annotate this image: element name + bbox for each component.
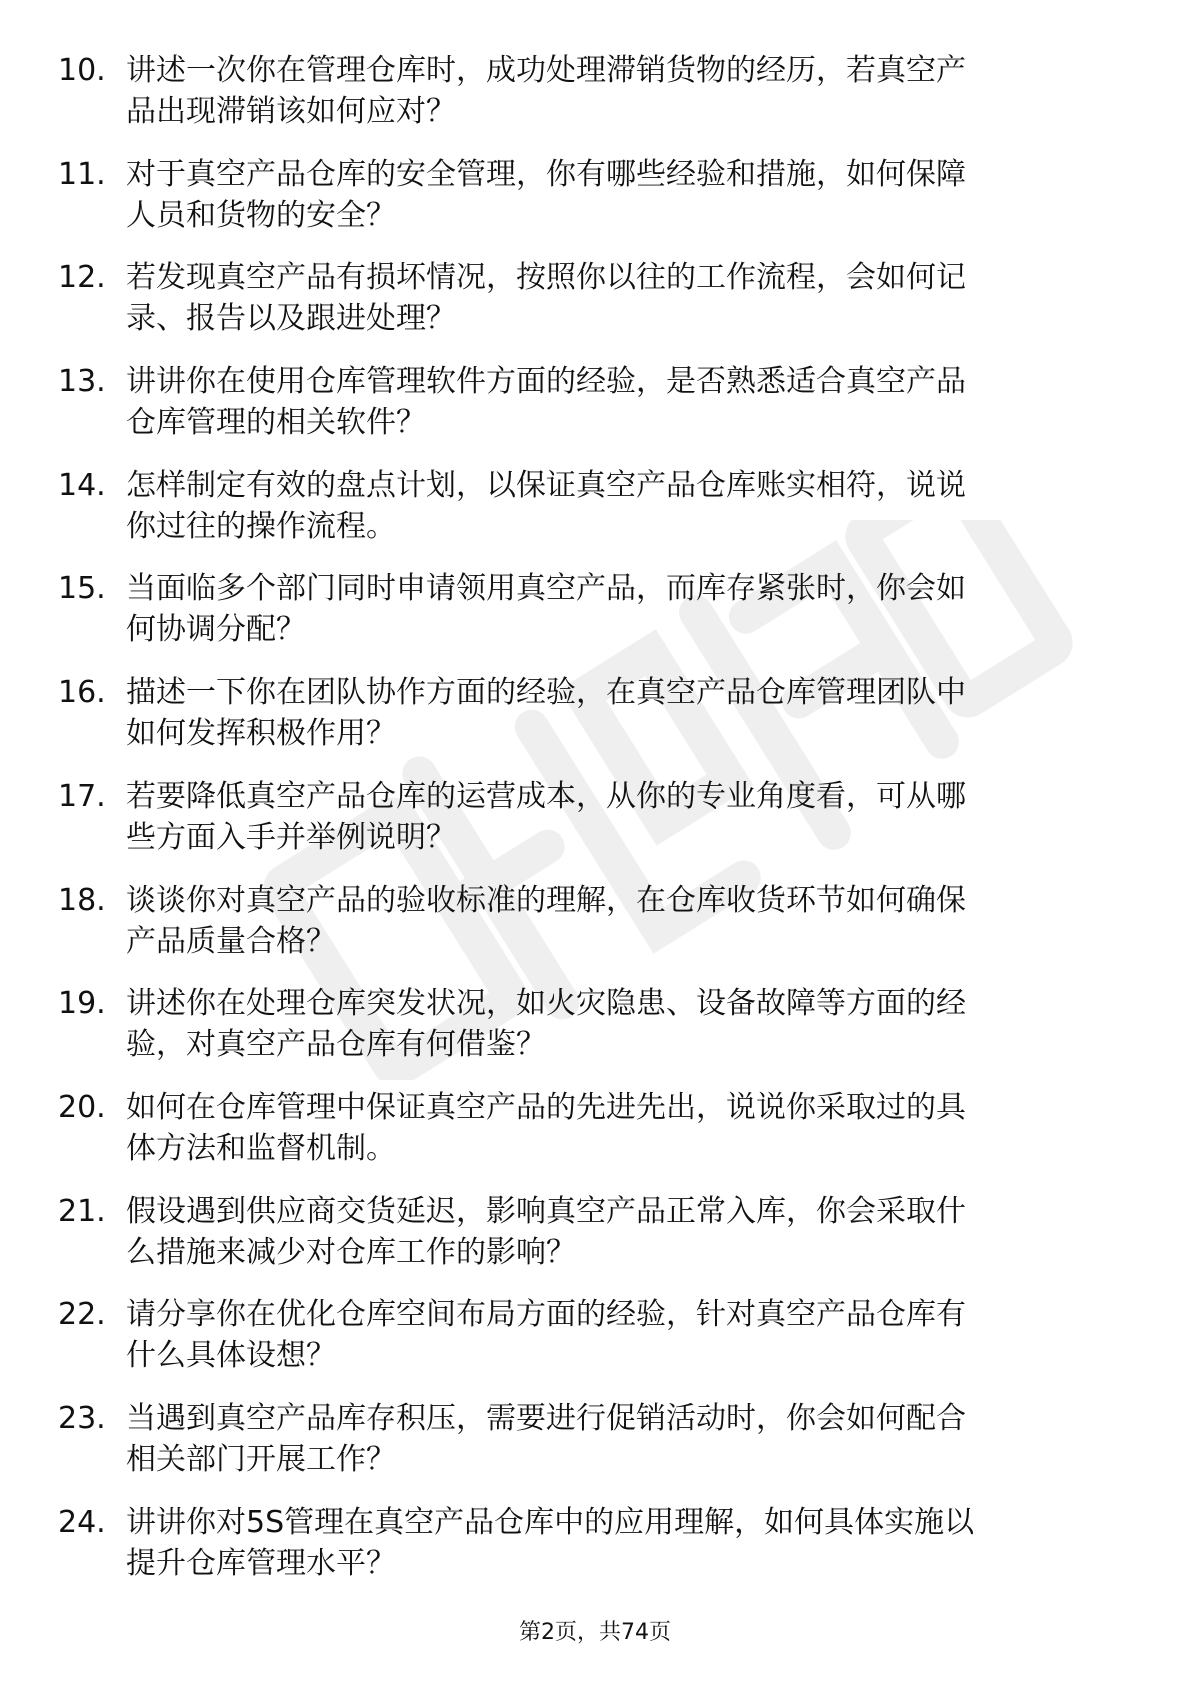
question-text: 若要降低真空产品仓库的运营成本，从你的专业角度看，可从哪 些方面入手并举例说明？ xyxy=(126,778,966,855)
question-text: 如何在仓库管理中保证真空产品的先进先出，说说你采取过的具 体方法和监督机制。 xyxy=(126,1089,966,1166)
question-item xyxy=(58,361,1138,465)
question-number: 22. xyxy=(58,1297,106,1333)
question-item xyxy=(58,154,1138,258)
question-text: 讲述你在处理仓库突发状况，如火灾隐患、设备故障等方面的经 验，对真空产品仓库有何借鉴？ xyxy=(126,986,966,1063)
question-text: 当遇到真空产品库存积压，需要进行促销活动时，你会如何配合 相关部门开展工作？ xyxy=(126,1400,966,1477)
question-number: 23. xyxy=(58,1400,106,1436)
question-item xyxy=(58,465,1138,569)
question-item xyxy=(58,880,1138,984)
interview-question-list xyxy=(58,50,1138,1605)
question-number: 12. xyxy=(58,260,106,296)
question-item xyxy=(58,1294,1138,1398)
question-text: 描述一下你在团队协作方面的经验，在真空产品仓库管理团队中 如何发挥积极作用？ xyxy=(126,675,966,752)
question-number: 19. xyxy=(58,986,106,1022)
question-number: 20. xyxy=(58,1089,106,1125)
question-number: 16. xyxy=(58,675,106,711)
question-item xyxy=(58,776,1138,880)
question-text: 若发现真空产品有损坏情况，按照你以往的工作流程，会如何记 录、报告以及跟进处理？ xyxy=(126,260,966,337)
question-text: 讲述一次你在管理仓库时，成功处理滞销货物的经历，若真空产 品出现滞销该如何应对？ xyxy=(126,53,966,129)
question-number: 11. xyxy=(58,156,106,192)
question-text: 当面临多个部门同时申请领用真空产品，而库存紧张时，你会如 何协调分配？ xyxy=(126,571,966,648)
question-text: 怎样制定有效的盘点计划，以保证真空产品仓库账实相符，说说 你过往的操作流程。 xyxy=(126,467,966,544)
question-number: 10. xyxy=(58,53,106,88)
question-item xyxy=(58,1398,1138,1502)
question-text: 讲讲你在使用仓库管理软件方面的经验，是否熟悉适合真空产品 仓库管理的相关软件？ xyxy=(126,364,966,441)
question-text: 讲讲你对5S管理在真空产品仓库中的应用理解，如何具体实施以 提升仓库管理水平？ xyxy=(126,1504,975,1581)
question-number: 15. xyxy=(58,571,106,607)
question-number: 21. xyxy=(58,1193,106,1229)
question-number: 24. xyxy=(58,1504,106,1540)
page-number-label: 第2页，共74页 xyxy=(519,1620,671,1645)
page-footer xyxy=(0,1618,1190,1648)
question-item xyxy=(58,1502,1138,1606)
question-item xyxy=(58,983,1138,1087)
question-text: 对于真空产品仓库的安全管理，你有哪些经验和措施，如何保障 人员和货物的安全？ xyxy=(126,156,966,233)
question-item xyxy=(58,1087,1138,1191)
question-item xyxy=(58,672,1138,776)
question-text: 谈谈你对真空产品的验收标准的理解，在仓库收货环节如何确保 产品质量合格？ xyxy=(126,882,966,959)
question-number: 14. xyxy=(58,467,106,503)
question-number: 17. xyxy=(58,778,106,814)
question-item xyxy=(58,257,1138,361)
question-item xyxy=(58,568,1138,672)
question-item xyxy=(58,50,1138,154)
question-text: 请分享你在优化仓库空间布局方面的经验，针对真空产品仓库有 什么具体设想？ xyxy=(126,1297,966,1374)
question-item xyxy=(58,1191,1138,1295)
question-number: 18. xyxy=(58,882,106,918)
question-text: 假设遇到供应商交货延迟，影响真空产品正常入库，你会采取什 么措施来减少对仓库工作的影响？ xyxy=(126,1193,966,1270)
question-number: 13. xyxy=(58,364,106,400)
